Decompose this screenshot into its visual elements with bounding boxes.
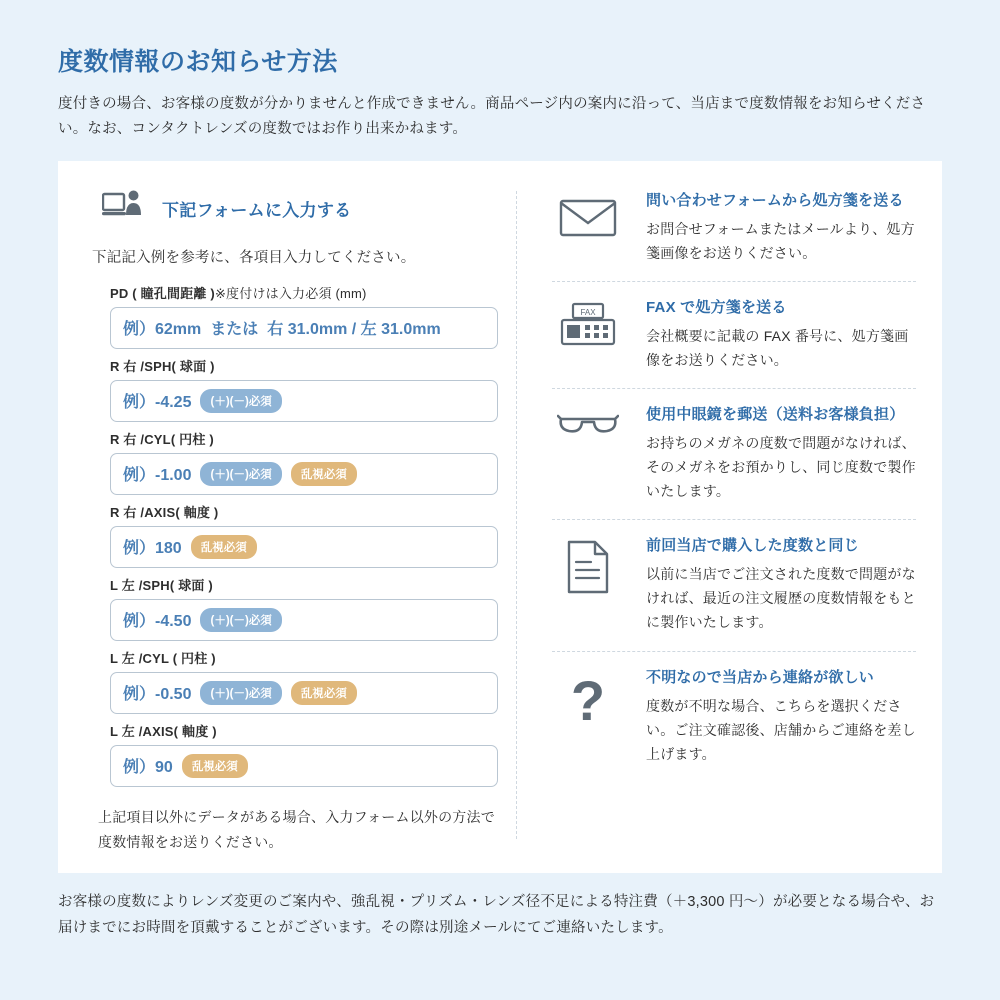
badge-sign-required: (＋)(－)必須	[200, 681, 281, 705]
document-icon	[552, 534, 624, 594]
badge-astigmatism-required: 乱視必須	[291, 462, 357, 486]
field-input-r-axis[interactable]	[110, 526, 498, 568]
method-title: 不明なので当店から連絡が欲しい	[646, 668, 875, 686]
badge-astigmatism-required: 乱視必須	[182, 754, 248, 778]
method-body: 会社概要に記載の FAX 番号に、処方箋画像をお送りください。	[646, 327, 909, 368]
method-title: 前回当店で購入した度数と同じ	[646, 537, 859, 555]
page-lead-text: 度付きの場合、お客様の度数が分かりませんと作成できません。商品ページ内の案内に沿って、当店まで度数情報をお知らせください。なお、コンタクトレンズの度数ではお作り出来かねます。	[58, 96, 926, 138]
methods-column	[518, 183, 916, 847]
field-input-l-sph[interactable]	[110, 599, 498, 641]
field-example-l-axis: 例）90	[123, 759, 173, 777]
method-text-fax	[646, 296, 916, 372]
badge-sign-required: (＋)(－)必須	[200, 462, 281, 486]
field-r-axis	[110, 502, 498, 568]
envelope-icon	[552, 189, 624, 237]
method-item-inquiry-form[interactable]	[552, 183, 916, 282]
eyeglasses-icon	[552, 403, 624, 441]
badge-sign-required: (＋)(－)必須	[200, 389, 281, 413]
method-item-previous-order[interactable]	[552, 520, 916, 651]
fax-machine-icon	[552, 296, 624, 348]
field-label-r-sph: R 右 /SPH( 球面 )	[110, 358, 215, 374]
field-l-cyl	[110, 648, 498, 714]
svg-text:FAX: FAX	[580, 307, 596, 317]
method-text-mail-glasses	[646, 403, 916, 503]
page-title: 度数情報のお知らせ方法	[58, 48, 338, 76]
form-input-icon	[102, 189, 146, 228]
field-example-pd-tail: 右 31.0mm / 左 31.0mm	[267, 321, 441, 339]
field-label-l-cyl: L 左 /CYL ( 円柱 )	[110, 650, 216, 666]
field-example-r-cyl: 例）-1.00	[123, 467, 192, 485]
field-label-l-sph: L 左 /SPH( 球面 )	[110, 577, 213, 593]
field-r-cyl	[110, 429, 498, 495]
field-label-r-axis: R 右 /AXIS( 軸度 )	[110, 504, 219, 520]
method-title: 問い合わせフォームから処方箋を送る	[646, 191, 904, 209]
badge-astigmatism-required: 乱視必須	[191, 535, 257, 559]
field-example-l-cyl: 例）-0.50	[123, 686, 192, 704]
form-column-subtitle: 下記記入例を参考に、各項目入力してください。	[92, 249, 416, 266]
method-text-contact-me	[646, 666, 916, 766]
page-footnote: お客様の度数によりレンズ変更のご案内や、強乱視・プリズム・レンズ径不足による特注費（＋3,300 円〜）が必要となる場合や、お届けまでにお時間を頂戴することがございます。その際は別途メールにてご連絡いたします。	[58, 893, 935, 936]
field-example-r-sph: 例）-4.25	[123, 394, 192, 412]
svg-text:?: ?	[570, 671, 606, 728]
field-example-r-axis: 例）180	[123, 540, 182, 558]
badge-sign-required: (＋)(－)必須	[200, 608, 281, 632]
field-label-l-axis: L 左 /AXIS( 軸度 )	[110, 723, 217, 739]
field-label-pd	[110, 283, 498, 302]
form-column	[84, 183, 516, 850]
field-label-r-cyl: R 右 /CYL( 円柱 )	[110, 431, 214, 447]
field-example-pd: 例）62mm	[123, 321, 202, 339]
method-item-fax[interactable]	[552, 282, 916, 389]
method-text-inquiry-form	[646, 189, 916, 265]
method-body: 度数が不明な場合、こちらを選択ください。ご注文確認後、店舗からご連絡を差し上げます。	[646, 697, 916, 762]
method-body: 以前に当店でご注文された度数で問題がなければ、最近の注文履歴の度数情報をもとに製作いたします。	[646, 566, 916, 631]
method-item-mail-glasses[interactable]	[552, 389, 916, 520]
field-label-pd-thin: ※度付けは入力必須 (mm)	[214, 285, 367, 301]
badge-astigmatism-required: 乱視必須	[291, 681, 357, 705]
field-example-pd-unit: または	[210, 321, 259, 339]
method-body: お持ちのメガネの度数で問題がなければ、そのメガネをお預かりし、同じ度数で製作いたします。	[646, 435, 916, 500]
field-l-sph	[110, 575, 498, 641]
form-column-footer: 上記項目以外にデータがある場合、入力フォーム以外の方法で度数情報をお送りください。	[98, 808, 495, 850]
form-column-title: 下記フォームに入力する	[162, 200, 352, 220]
question-mark-icon	[552, 666, 624, 728]
method-title: FAX で処方箋を送る	[646, 298, 787, 316]
method-body: お問合せフォームまたはメールより、処方箋画像をお送りください。	[646, 220, 915, 261]
method-title: 使用中眼鏡を郵送（送料お客様負担）	[646, 406, 905, 424]
field-input-pd[interactable]	[110, 307, 498, 349]
field-input-r-sph[interactable]	[110, 380, 498, 422]
field-r-sph	[110, 356, 498, 422]
field-l-axis	[110, 721, 498, 787]
content-panel	[58, 161, 942, 873]
field-label-pd-bold: PD ( 瞳孔間距離 )	[110, 285, 215, 301]
method-item-contact-me[interactable]	[552, 652, 916, 782]
field-example-l-sph: 例）-4.50	[123, 613, 192, 631]
field-pd	[110, 283, 498, 349]
field-input-l-cyl[interactable]	[110, 672, 498, 714]
method-text-previous-order	[646, 534, 916, 634]
field-input-r-cyl[interactable]	[110, 453, 498, 495]
field-input-l-axis[interactable]	[110, 745, 498, 787]
form-column-header	[102, 189, 498, 228]
